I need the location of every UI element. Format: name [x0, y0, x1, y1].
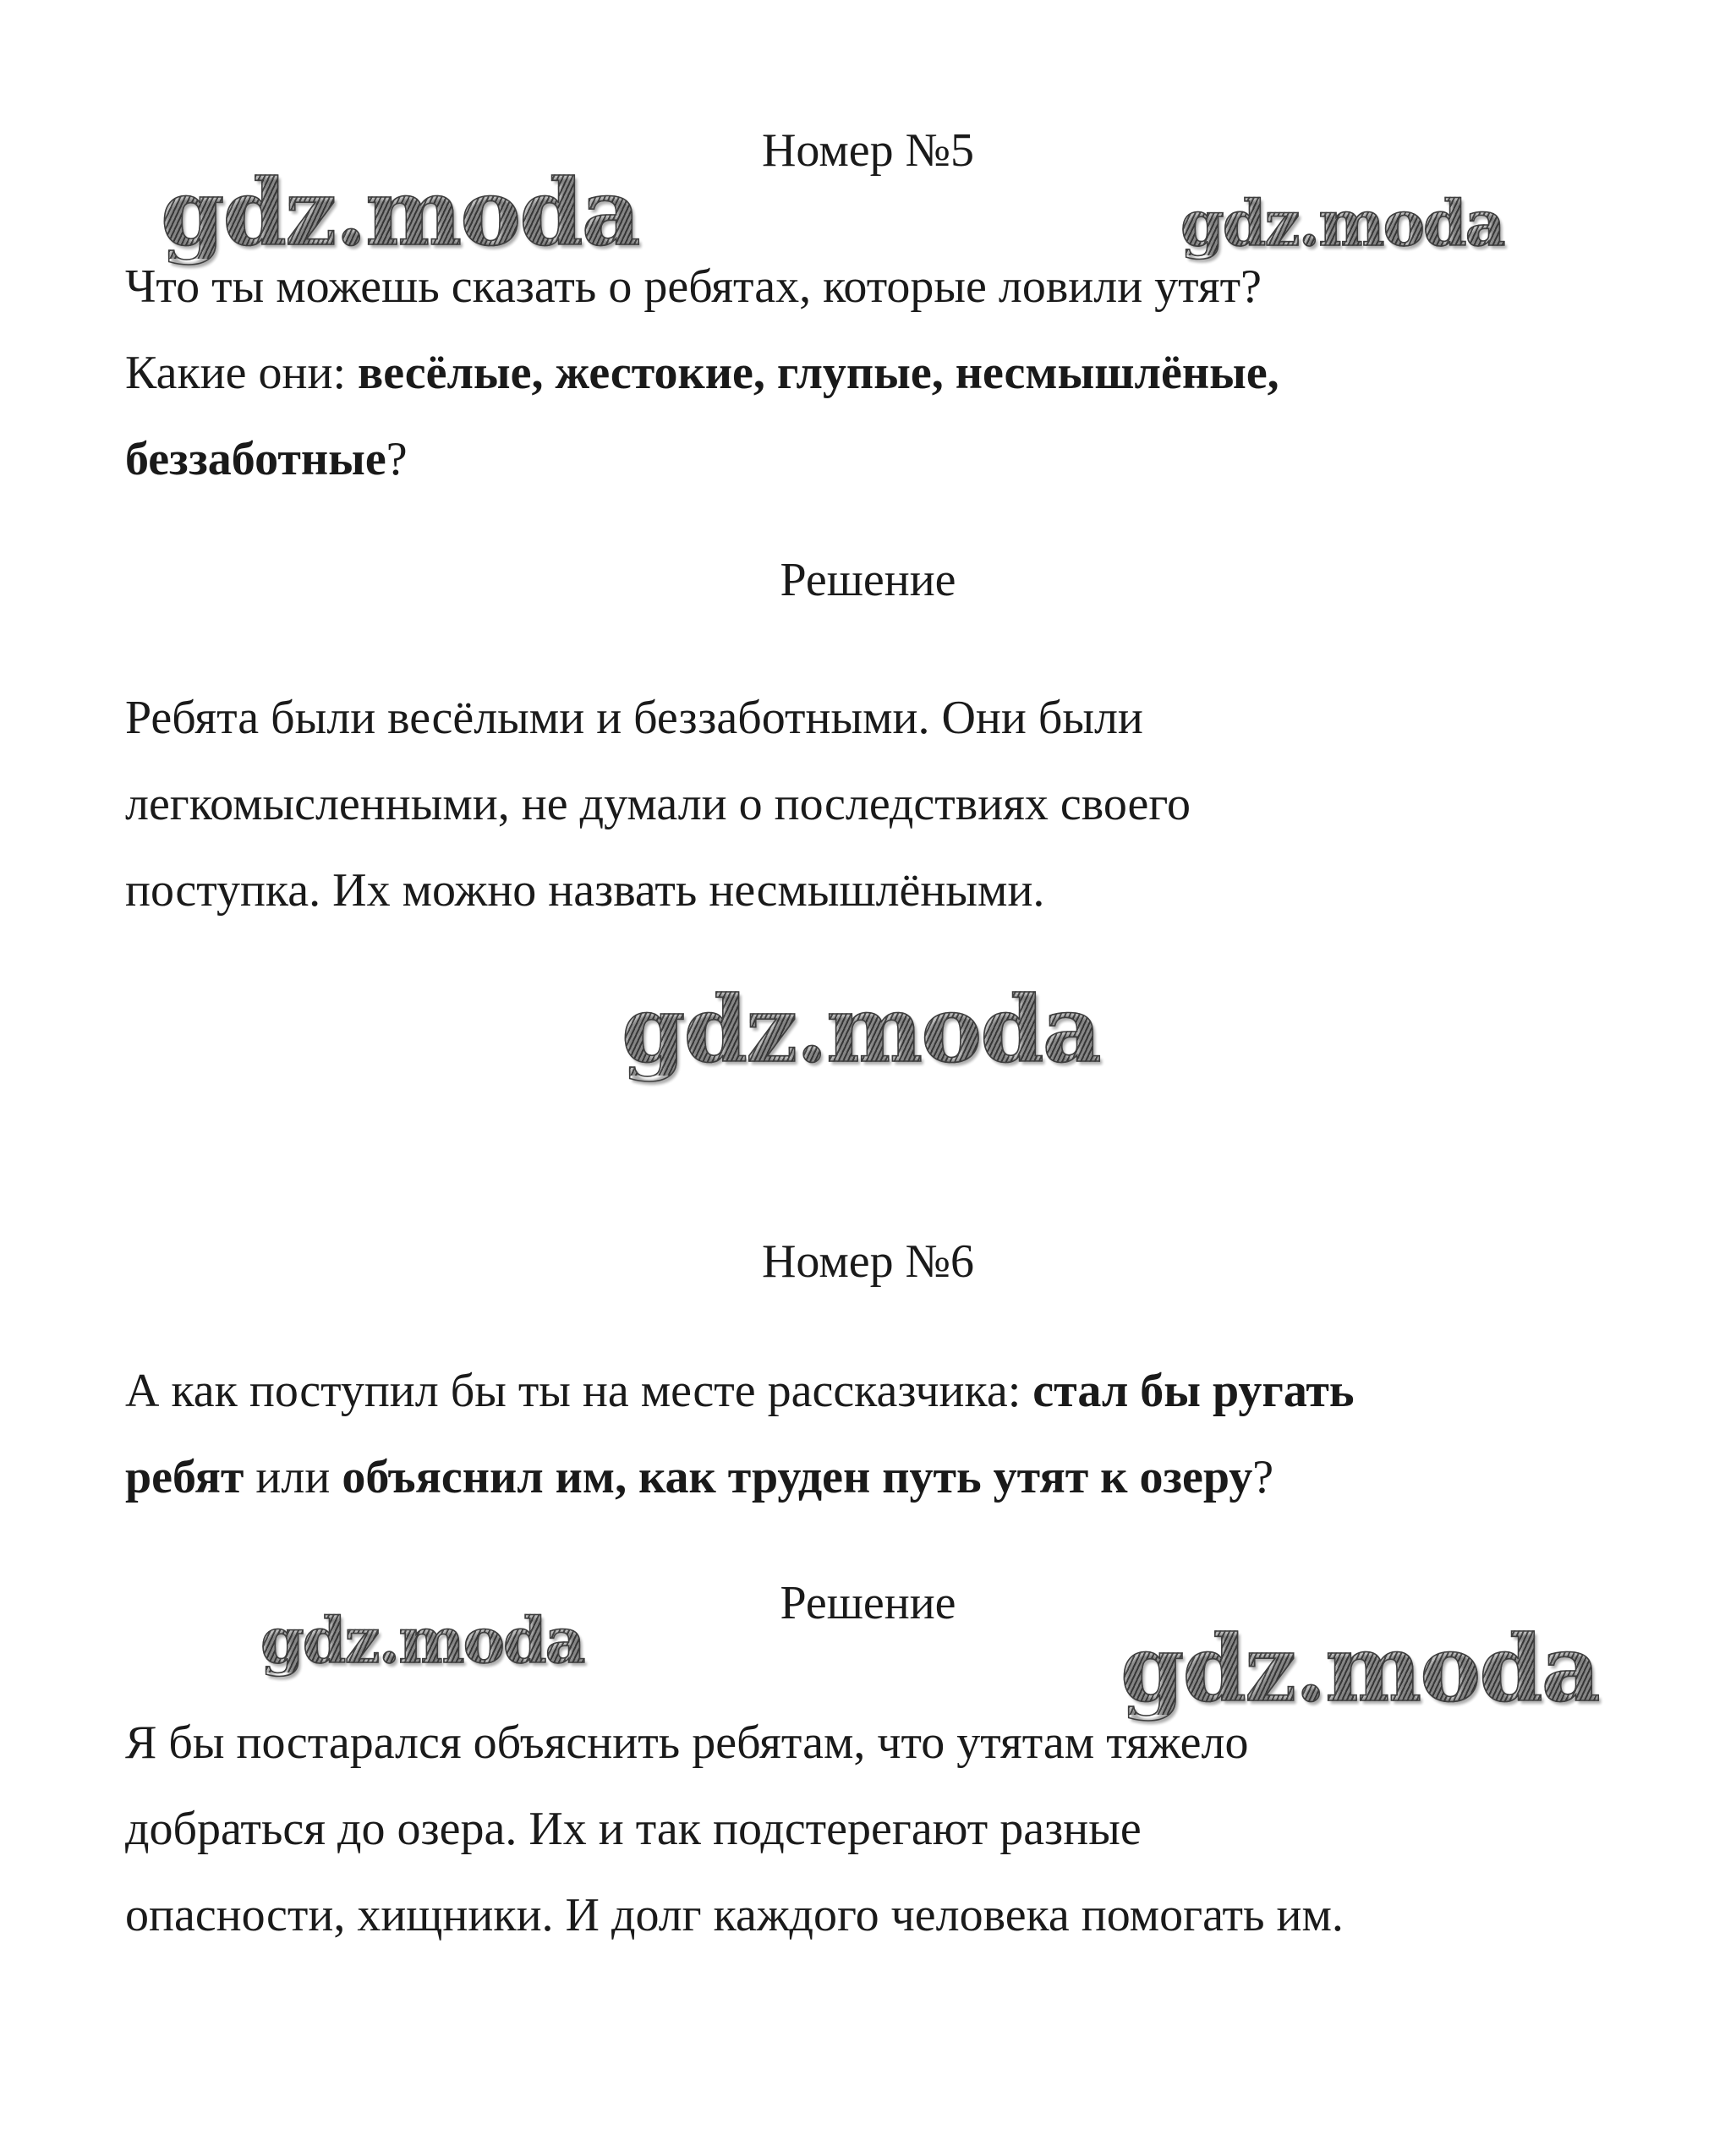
- watermark-logo: gdz.moda: [1180, 188, 1504, 260]
- watermark-logo: gdz.moda: [1120, 1616, 1599, 1722]
- task5-question-mark: ?: [386, 433, 408, 485]
- task6-question-mark: ?: [1252, 1451, 1274, 1503]
- task6-question-line-1: [125, 1348, 1647, 1434]
- task6-question-line-2: [125, 1434, 1647, 1520]
- task6-option-2-bold: объяснил им, как труден путь утят к озеру: [342, 1451, 1253, 1503]
- task5-answer: [125, 675, 1647, 933]
- task5-question-line-1: Что ты можешь сказать о ребятах, которые ловили утят?: [125, 260, 1262, 313]
- task6-solution-heading: Решение: [780, 1577, 956, 1629]
- task5-question-text: Какие они:: [125, 347, 358, 399]
- watermark-logo: gdz.moda: [260, 1605, 584, 1678]
- task6-heading: Номер №6: [761, 1235, 975, 1288]
- task5-answer-line-1: Ребята были весёлыми и беззаботными. Они были: [125, 692, 1143, 744]
- task5-options-bold: весёлые, жестокие, глупые, несмышлёные,: [358, 347, 1279, 399]
- task5-question-line-3: [125, 416, 1647, 502]
- task6-answer-line-2: добраться до озера. Их и так подстерегают разные: [125, 1803, 1142, 1855]
- task5-answer-line-3: поступка. Их можно назвать несмышлёными.: [125, 864, 1045, 917]
- task5-question-line-2: [125, 330, 1647, 416]
- task5-solution-heading: Решение: [780, 554, 956, 606]
- task6-answer-line-1: Я бы постарался объяснить ребятам, что утятам тяжело: [125, 1716, 1249, 1769]
- task6-question: [125, 1348, 1647, 1520]
- task5-heading: Номер №5: [761, 124, 975, 177]
- task5-options-bold-end: беззаботные: [125, 433, 386, 485]
- task6-question-or: или: [244, 1451, 342, 1503]
- watermark-logo: gdz.moda: [622, 977, 1100, 1083]
- task6-question-text: А как поступил бы ты на месте рассказчика:: [125, 1365, 1033, 1417]
- task6-option-1-bold: стал бы ругать: [1032, 1365, 1355, 1417]
- task5-answer-line-2: легкомысленными, не думали о последствиях своего: [125, 778, 1191, 830]
- task5-question: [125, 244, 1647, 502]
- task6-answer: [125, 1700, 1647, 1958]
- task6-answer-line-3: опасности, хищники. И долг каждого человека помогать им.: [125, 1889, 1344, 1941]
- task6-option-1-bold-end: ребят: [125, 1451, 244, 1503]
- watermark-logo: gdz.moda: [161, 160, 639, 266]
